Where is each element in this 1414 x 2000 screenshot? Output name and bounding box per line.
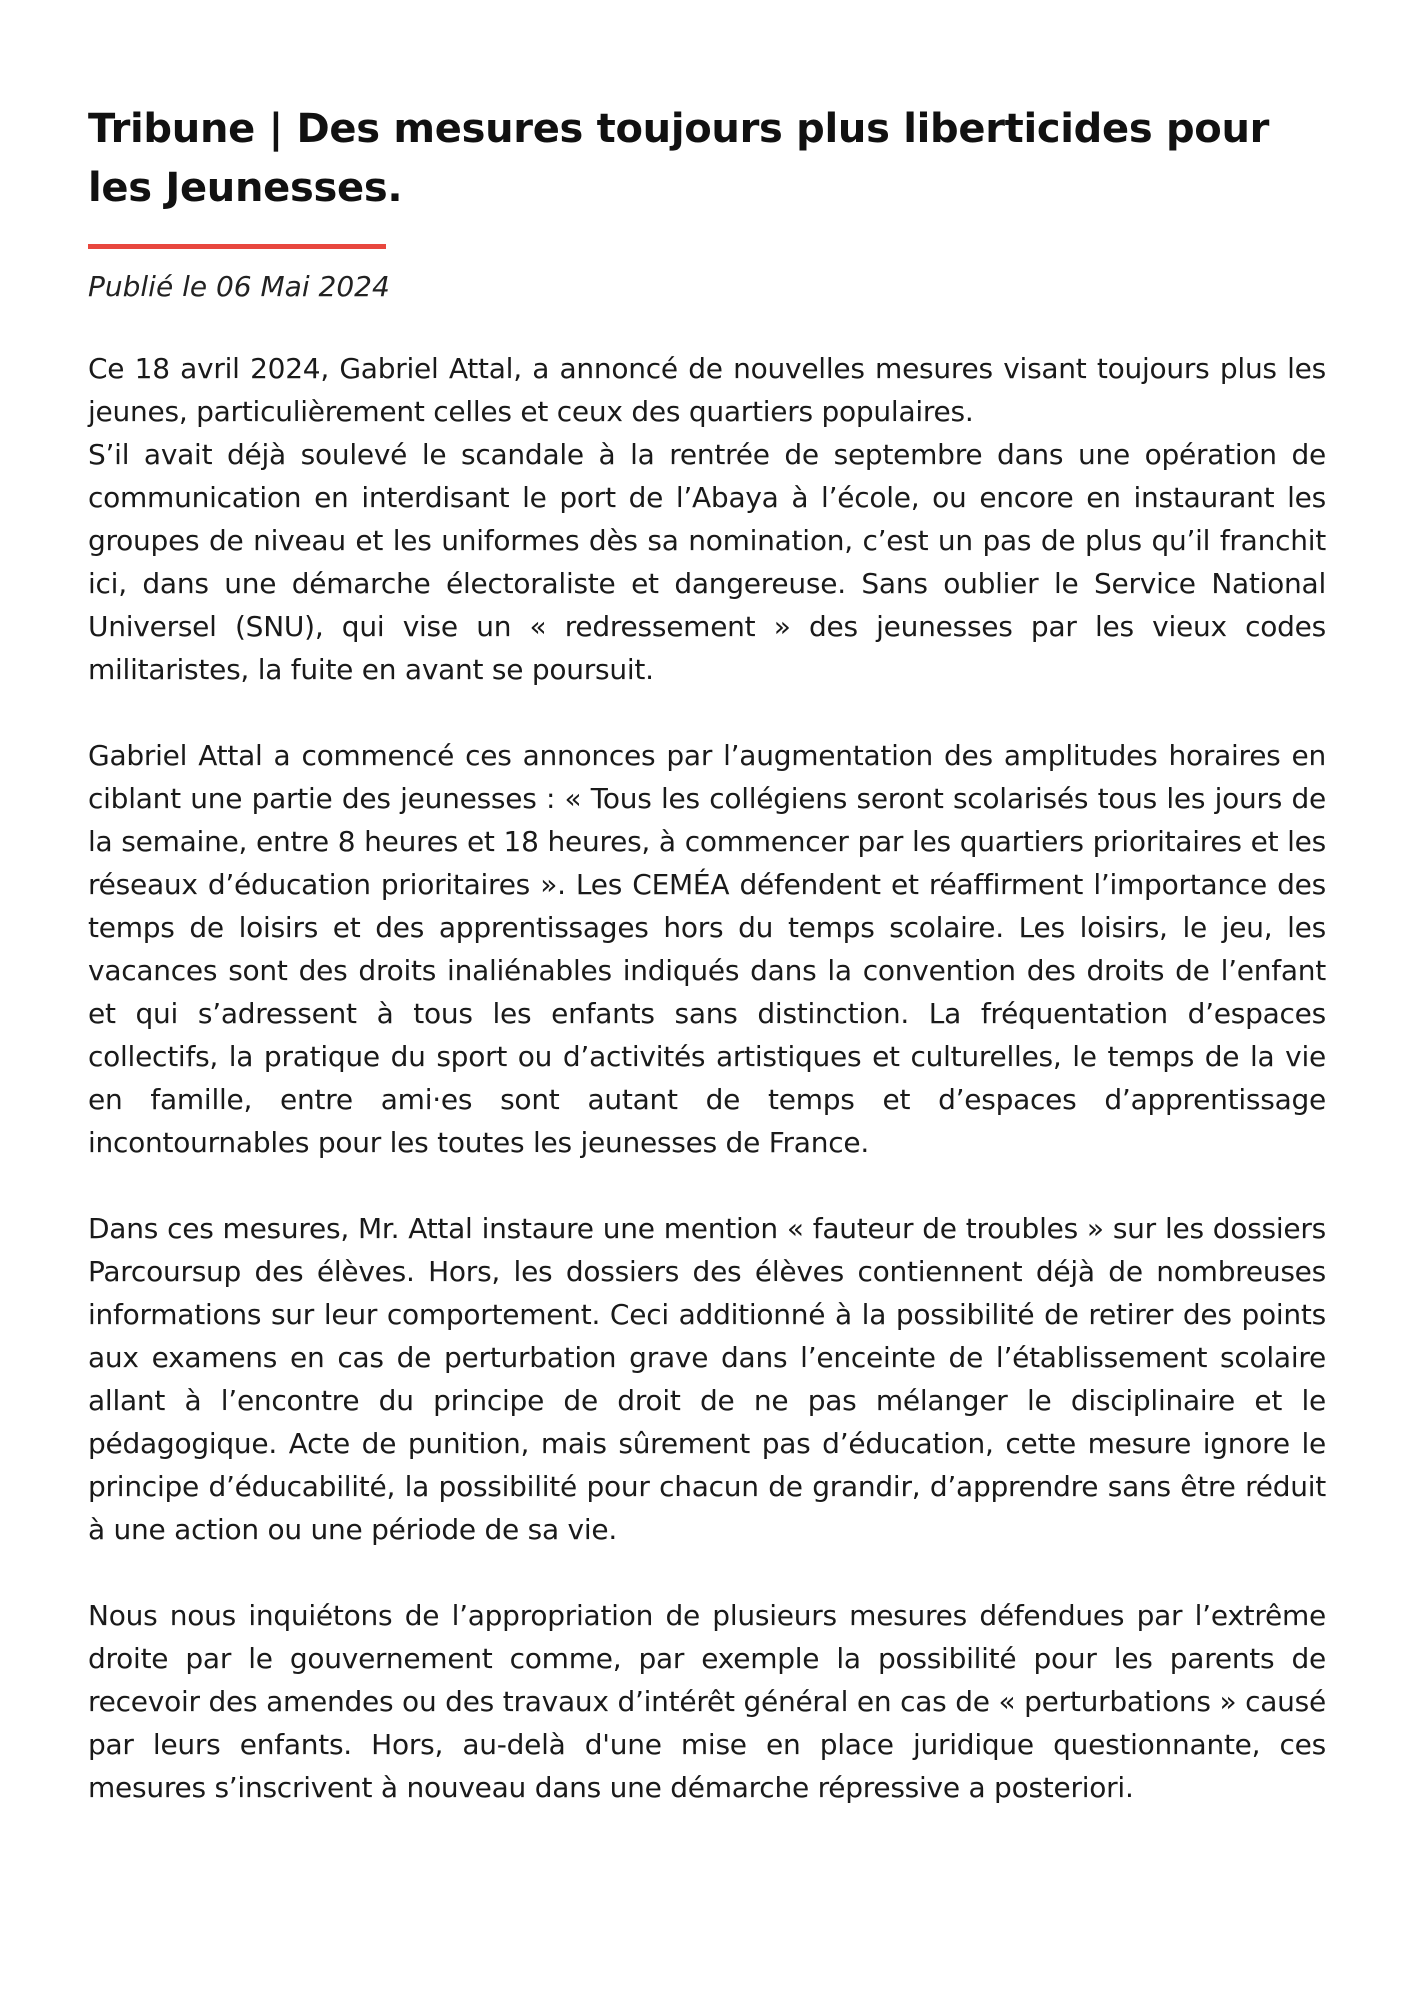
paragraph-1 [88,347,1326,691]
paragraph-3 [88,1207,1326,1551]
publication-date: Publié le 06 Mai 2024 [88,270,390,303]
paragraph-2 [88,734,1326,1164]
paragraph-3-text: Dans ces mesures, Mr. Attal instaure une mention « fauteur de troubles » sur les dossiers Parcoursup des élèves. Hors, les dossiers des élèves contiennent déjà de nombreuses informations sur leur comportement. Ceci additionné à la possibilité de retirer des points aux examens en cas de perturbation grave dans l’enceinte de l’établissement scolaire allant à l’encontre du principe de droit de ne pas mélanger le disciplinaire et le pédagogique. Acte de punition, mais sûrement pas d’éducation, cette mesure ignore le principe d’éducabilité, la possibilité pour chacun de grandir, d’apprendre sans être réduit à une action ou une période de sa vie. [88,1212,1326,1546]
article-body [88,347,1326,1809]
article-title: Tribune | Des mesures toujours plus liberticides pour les Jeunesses. [88,106,1270,211]
paragraph-4-text: Nous nous inquiétons de l’appropriation de plusieurs mesures défendues par l’extrême droite par le gouvernement comme, par exemple la possibilité pour les parents de recevoir des amendes ou des travaux d’intérêt général en cas de « perturbations » causé par leurs enfants. Hors, au-delà d'une mise en place juridique questionnante, ces mesures s’inscrivent à nouveau dans une démarche répressive a posteriori. [88,1599,1326,1804]
article [88,100,1326,1852]
title-accent-rule [88,244,386,249]
paragraph-1-line-2: S’il avait déjà soulevé le scandale à la rentrée de septembre dans une opération de communication en interdisant le port de l’Abaya à l’école, ou encore en instaurant les groupes de niveau et les uniformes dès sa nomination, c’est un pas de plus qu’il franchit ici, dans une démarche électoraliste et dangereuse. Sans oublier le Service National Universel (SNU), qui vise un « redressement » des jeunesses par les vieux codes militaristes, la fuite en avant se poursuit. [88,438,1326,686]
paragraph-1-line-1: Ce 18 avril 2024, Gabriel Attal, a annoncé de nouvelles mesures visant toujours plus les jeunes, particulièrement celles et ceux des quartiers populaires. [88,352,1326,428]
paragraph-2-text: Gabriel Attal a commencé ces annonces par l’augmentation des amplitudes horaires en ciblant une partie des jeunesses : « Tous les collégiens seront scolarisés tous les jours de la semaine, entre 8 heures et 18 heures, à commencer par les quartiers prioritaires et les réseaux d’éducation prioritaires ». Les CEMÉA défendent et réaffirment l’importance des temps de loisirs et des apprentissages hors du temps scolaire. Les loisirs, le jeu, les vacances sont des droits inaliénables indiqués dans la convention des droits de l’enfant et qui s’adressent à tous les enfants sans distinction. La fréquentation d’espaces collectifs, la pratique du sport ou d’activités artistiques et culturelles, le temps de la vie en famille, entre ami·es sont autant de temps et d’espaces d’apprentissage incontournables pour les toutes les jeunesses de France. [88,739,1326,1159]
paragraph-4 [88,1594,1326,1809]
